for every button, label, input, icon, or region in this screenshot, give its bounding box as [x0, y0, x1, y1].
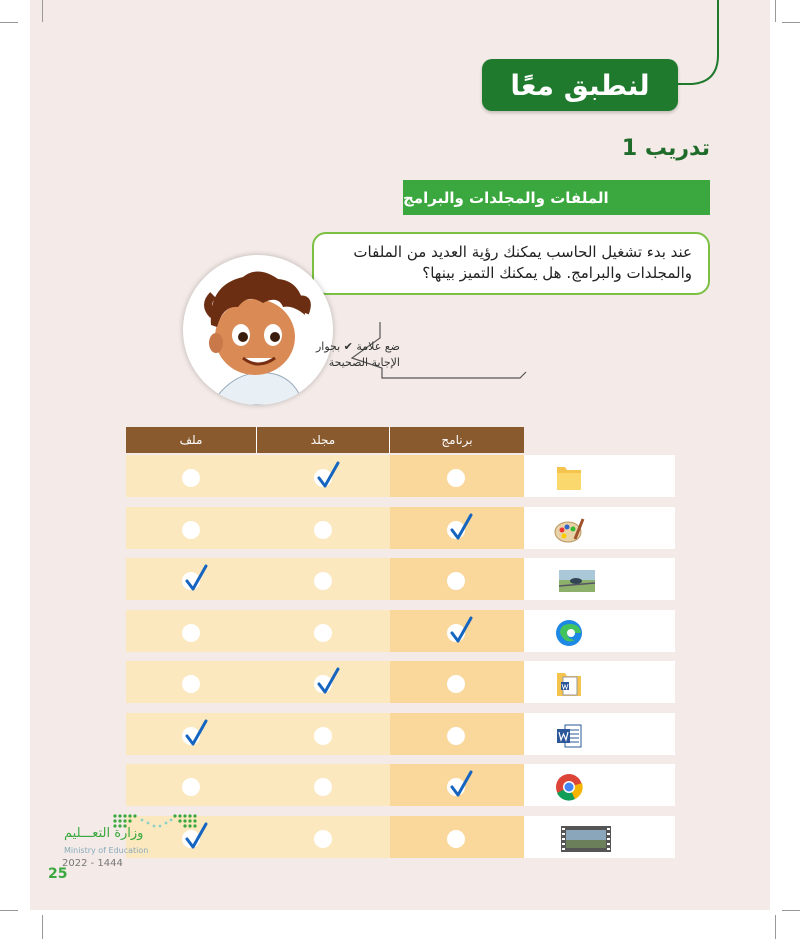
item-icon-cell: [524, 610, 675, 656]
item-icon-cell: [524, 558, 675, 604]
student-avatar: [183, 255, 333, 405]
option-cell-folder[interactable]: [257, 558, 390, 604]
option-cell-folder[interactable]: [257, 507, 390, 553]
option-cell-folder[interactable]: [257, 764, 390, 810]
crop-mark: [42, 915, 43, 939]
option-circle[interactable]: [447, 830, 465, 848]
option-circle[interactable]: [314, 778, 332, 796]
option-circle[interactable]: [182, 521, 200, 539]
edge-browser-icon: [553, 618, 585, 648]
option-circle[interactable]: [182, 624, 200, 642]
checkmark-icon: [449, 513, 475, 543]
item-icon-cell: [524, 816, 675, 862]
instruction-line-2: الإجابة الصحيحة: [328, 356, 400, 369]
header-folder-label: مجلد: [310, 433, 336, 447]
option-circle[interactable]: [447, 469, 465, 487]
option-cell-file[interactable]: [126, 507, 257, 553]
option-cell-file[interactable]: [126, 455, 257, 501]
table-row: [126, 455, 675, 501]
word-document-icon: [553, 721, 585, 751]
option-circle[interactable]: [314, 830, 332, 848]
instruction-text: [316, 339, 400, 371]
checkmark-icon: [449, 770, 475, 800]
option-cell-folder[interactable]: [257, 816, 390, 862]
crop-mark: [0, 22, 18, 23]
option-circle[interactable]: [182, 675, 200, 693]
table-row: [126, 558, 675, 604]
crop-mark: [0, 910, 18, 911]
option-cell-file[interactable]: [126, 610, 257, 656]
page-number: 25: [48, 866, 68, 882]
crop-mark: [775, 915, 776, 939]
item-icon-cell: [524, 507, 675, 553]
section-header: [403, 180, 710, 215]
table-row: [126, 816, 675, 862]
ministry-name-english: Ministry of Education: [64, 846, 149, 855]
crop-mark: [42, 0, 43, 22]
photo-icon: [553, 566, 601, 596]
instruction-line-1: ضع علامة ✔ بجوار: [315, 340, 400, 353]
checkmark-icon: [449, 616, 475, 646]
checkmark-icon: [184, 719, 210, 749]
option-circle[interactable]: [314, 727, 332, 745]
option-cell-program[interactable]: [390, 764, 524, 810]
option-cell-file[interactable]: [126, 558, 257, 604]
checkmark-icon: [316, 667, 342, 697]
table-row: [126, 713, 675, 759]
item-icon-cell: [524, 713, 675, 759]
table-row: [126, 507, 675, 553]
year-label: 2022 - 1444: [62, 858, 123, 869]
boy-character-illustration: [183, 255, 333, 405]
table-row: [126, 610, 675, 656]
header-file: [126, 427, 257, 453]
option-cell-file[interactable]: [126, 713, 257, 759]
option-cell-program[interactable]: [390, 816, 524, 862]
crop-mark: [782, 910, 800, 911]
option-cell-file[interactable]: [126, 764, 257, 810]
speech-bubble: [312, 232, 710, 295]
section-title: الملفات والمجلدات والبرامج: [403, 188, 609, 207]
table-row: [126, 661, 675, 707]
option-cell-program[interactable]: [390, 713, 524, 759]
word-folder-icon: [553, 669, 585, 699]
option-cell-program[interactable]: [390, 507, 524, 553]
banner: [482, 59, 678, 111]
option-cell-program[interactable]: [390, 661, 524, 707]
option-cell-file[interactable]: [126, 661, 257, 707]
exercise-title: تدريب 1: [621, 136, 710, 161]
table-row: [126, 764, 675, 810]
paint-icon: [553, 515, 585, 545]
chrome-browser-icon: [553, 772, 585, 802]
option-circle[interactable]: [182, 778, 200, 796]
header-file-label: ملف: [179, 433, 203, 447]
option-cell-folder[interactable]: [257, 610, 390, 656]
option-circle[interactable]: [314, 521, 332, 539]
option-cell-program[interactable]: [390, 558, 524, 604]
option-cell-folder[interactable]: [257, 455, 390, 501]
ministry-name-arabic: وزارة التعـــليم: [64, 826, 144, 841]
item-icon-cell: [524, 661, 675, 707]
folder-icon: [553, 463, 585, 493]
crop-mark: [775, 0, 776, 22]
crop-mark: [782, 22, 800, 23]
video-file-icon: [553, 824, 619, 854]
checkmark-icon: [316, 461, 342, 491]
option-circle[interactable]: [182, 469, 200, 487]
banner-label: لنطبق معًا: [510, 68, 650, 102]
option-cell-folder[interactable]: [257, 661, 390, 707]
item-icon-cell: [524, 455, 675, 501]
header-folder: [257, 427, 390, 453]
option-circle[interactable]: [314, 572, 332, 590]
option-circle[interactable]: [447, 572, 465, 590]
option-cell-program[interactable]: [390, 610, 524, 656]
option-circle[interactable]: [447, 727, 465, 745]
item-icon-cell: [524, 764, 675, 810]
option-cell-folder[interactable]: [257, 713, 390, 759]
checkmark-icon: [184, 564, 210, 594]
option-circle[interactable]: [314, 624, 332, 642]
speech-text: عند بدء تشغيل الحاسب يمكنك رؤية العديد من الملفات والمجلدات والبرامج. هل يمكنك التميز بينها؟: [353, 243, 692, 282]
option-cell-program[interactable]: [390, 455, 524, 501]
header-program-label: برنامج: [441, 433, 473, 447]
option-circle[interactable]: [447, 675, 465, 693]
header-program: [390, 427, 524, 453]
